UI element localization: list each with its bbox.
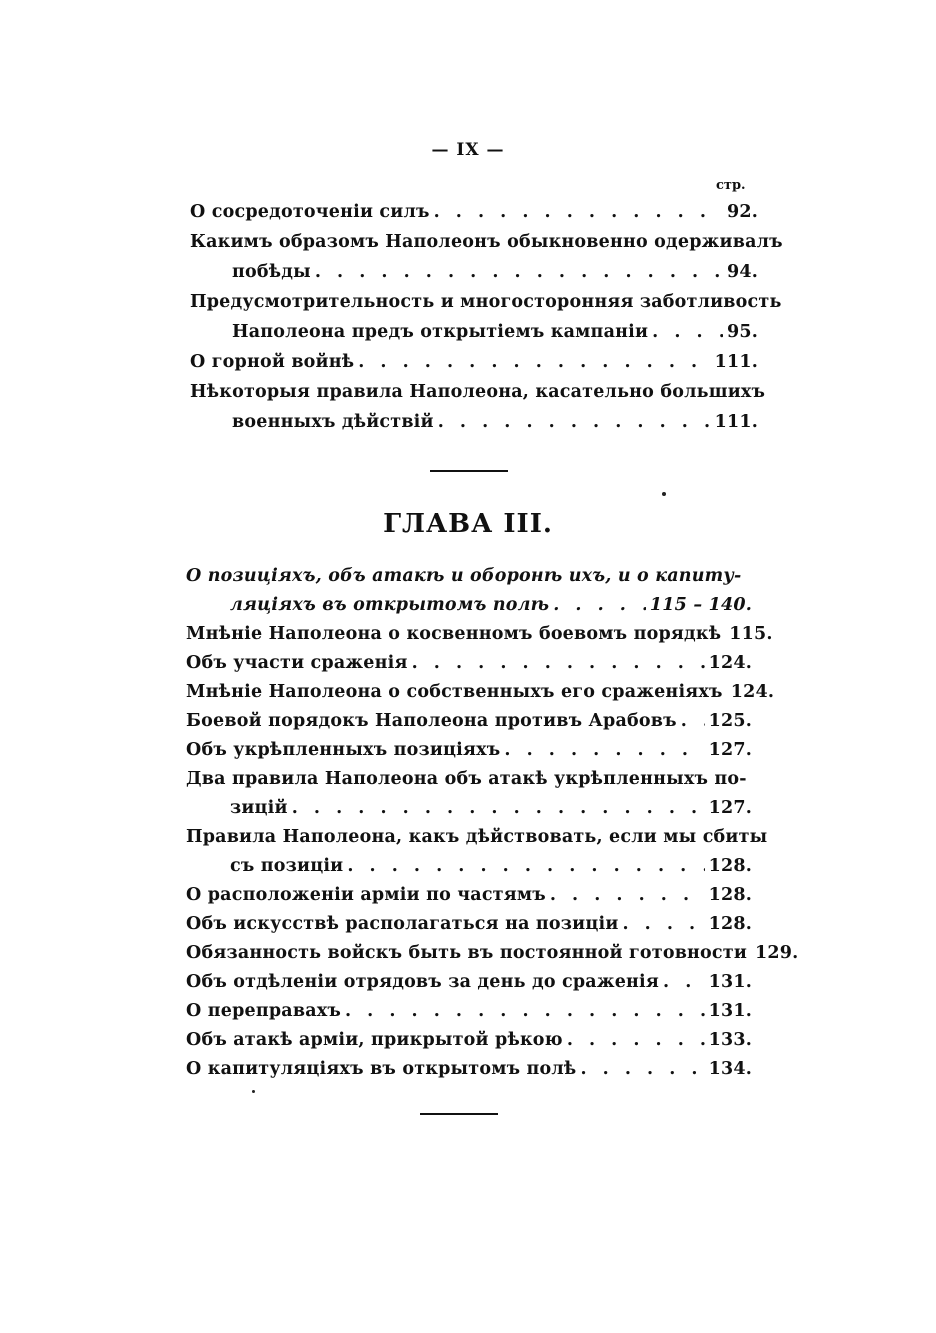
toc-entry-line: [186, 566, 752, 592]
toc-entry-title: Мнѣніе Наполеона о собственныхъ его сраженіяхъ: [186, 682, 723, 702]
toc-entry-line: [190, 352, 758, 378]
print-speck: [252, 1090, 255, 1093]
toc-page-number: 129.: [755, 943, 799, 963]
toc-entry-title: Какимъ образомъ Наполеонъ обыкновенно одерживалъ: [190, 232, 783, 252]
toc-page-number: 125.: [708, 711, 752, 731]
leader-dots: [292, 798, 705, 818]
toc-entry-line: [190, 202, 758, 228]
toc-page-number: 115 – 140.: [649, 595, 752, 615]
leader-dots: [550, 885, 705, 905]
toc-page-number: 128.: [708, 914, 752, 934]
toc-entry-title: О капитуляціяхъ въ открытомъ полѣ: [186, 1059, 577, 1079]
divider-rule-top: [430, 470, 508, 472]
toc-entry-line: [232, 412, 758, 438]
leader-dots: [345, 1001, 705, 1021]
toc-entry-line: [186, 682, 775, 708]
toc-entry-title: Объ отдѣленіи отрядовъ за день до сраженія: [186, 972, 660, 992]
toc-page-number: 131.: [708, 972, 752, 992]
toc-entry-title: побѣды: [232, 262, 311, 282]
toc-entry-line: [190, 292, 782, 318]
toc-entry-title: Объ атакѣ арміи, прикрытой рѣкою: [186, 1030, 563, 1050]
toc-entry-title: О переправахъ: [186, 1001, 341, 1021]
toc-entry-title: Наполеона предъ открытіемъ кампаніи: [232, 322, 649, 342]
toc-entry-line: [186, 1001, 752, 1027]
toc-entry-title: съ позиціи: [230, 856, 344, 876]
toc-entry-line: [186, 653, 752, 679]
leader-dots: [315, 262, 723, 282]
toc-page-number: 127.: [708, 740, 752, 760]
toc-page-number: 115.: [729, 624, 773, 644]
toc-entry-line: [190, 382, 766, 408]
toc-entry-line: [186, 769, 752, 795]
leader-dots: [434, 202, 723, 222]
toc-page-number: 131.: [708, 1001, 752, 1021]
toc-entry-title: военныхъ дѣйствій: [232, 412, 434, 432]
toc-entry-title: Обязанность войскъ быть въ постоянной готовности: [186, 943, 748, 963]
leader-dots: [567, 1030, 705, 1050]
print-speck: [662, 492, 666, 496]
toc-page-number: 133.: [708, 1030, 752, 1050]
toc-entry-title: Правила Наполеона, какъ дѣйствовать, если мы сбиты: [186, 827, 768, 847]
leader-dots: [504, 740, 704, 760]
toc-entry-title: Мнѣніе Наполеона о косвенномъ боевомъ порядкѣ: [186, 624, 722, 644]
page-number-header: — IX —: [431, 140, 505, 160]
toc-page-number: 128.: [708, 885, 752, 905]
toc-entry-line: [186, 1059, 752, 1085]
toc-entry-title: Боевой порядокъ Наполеона противъ Арабовъ: [186, 711, 677, 731]
toc-entry-line: [186, 914, 752, 940]
toc-entry-title: ляціяхъ въ открытомъ полѣ: [230, 595, 550, 615]
toc-page-number: 124.: [708, 653, 752, 673]
toc-entry-line: [230, 595, 752, 621]
leader-dots: [652, 322, 723, 342]
toc-page-number: 94.: [726, 262, 758, 282]
toc-entry-title: О сосредоточеніи силъ: [190, 202, 430, 222]
toc-page-number: 127.: [708, 798, 752, 818]
toc-page-number: 128.: [708, 856, 752, 876]
toc-entry-line: [186, 885, 752, 911]
toc-page-number: 92.: [726, 202, 758, 222]
toc-entry-line: [186, 711, 752, 737]
leader-dots: [580, 1059, 704, 1079]
divider-rule-bottom: [420, 1113, 498, 1115]
toc-entry-line: [232, 262, 758, 288]
page-column-label: стр.: [716, 178, 746, 193]
toc-entry-line: [186, 624, 773, 650]
leader-dots: [681, 711, 705, 731]
toc-page-number: 134.: [708, 1059, 752, 1079]
leader-dots: [553, 595, 646, 615]
toc-page-number: 95.: [726, 322, 758, 342]
toc-entry-line: [186, 827, 768, 853]
toc-entry-line: [186, 1030, 752, 1056]
toc-page-number: 124.: [730, 682, 775, 702]
toc-entry-line: [186, 740, 752, 766]
toc-entry-line: [186, 943, 799, 969]
chapter-title: ГЛАВА III.: [383, 509, 553, 539]
toc-entry-line: [230, 856, 752, 882]
toc-entry-title: О горной войнѣ: [190, 352, 355, 372]
toc-entry-line: [230, 798, 752, 824]
toc-entry-title: Объ искусствѣ располагаться на позиціи: [186, 914, 619, 934]
toc-entry-line: [232, 322, 758, 348]
toc-entry-title: Два правила Наполеона объ атакѣ укрѣпленныхъ по-: [186, 769, 747, 789]
toc-page-number: 111.: [714, 352, 758, 372]
toc-entry-title: зицій: [230, 798, 288, 818]
leader-dots: [663, 972, 705, 992]
toc-entry-title: Нѣкоторыя правила Наполеона, касательно большихъ: [190, 382, 766, 402]
toc-entry-line: [190, 232, 783, 258]
toc-entry-line: [186, 972, 752, 998]
toc-page-number: 111.: [714, 412, 758, 432]
toc-entry-title: О расположеніи арміи по частямъ: [186, 885, 546, 905]
toc-entry-title: О позиціяхъ, объ атакѣ и оборонѣ ихъ, и о капиту-: [186, 566, 742, 586]
toc-entry-title: Предусмотрительность и многосторонняя заботливость: [190, 292, 782, 312]
leader-dots: [412, 653, 705, 673]
toc-entry-title: Объ укрѣпленныхъ позиціяхъ: [186, 740, 501, 760]
leader-dots: [358, 352, 710, 372]
leader-dots: [623, 914, 705, 934]
leader-dots: [438, 412, 711, 432]
leader-dots: [347, 856, 704, 876]
toc-entry-title: Объ участи сраженія: [186, 653, 408, 673]
